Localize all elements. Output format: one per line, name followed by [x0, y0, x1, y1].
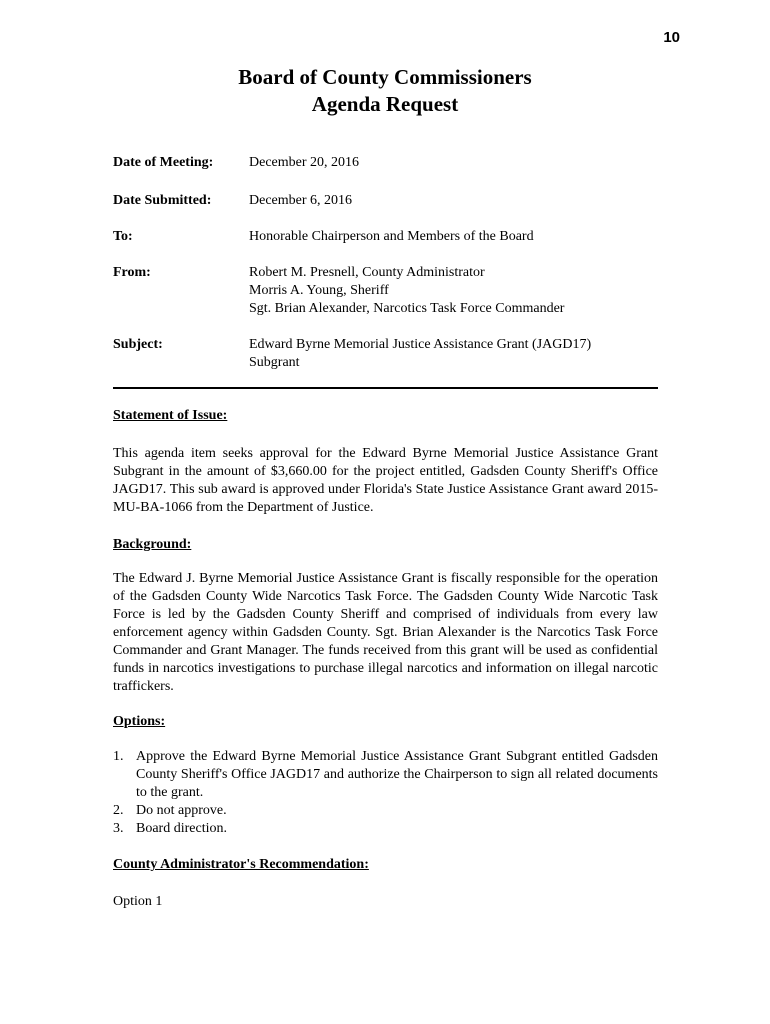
divider — [113, 387, 658, 389]
document-title — [0, 64, 770, 118]
title-line-2: Agenda Request — [311, 92, 459, 116]
page-number: 10 — [663, 29, 680, 46]
field-label: Date Submitted: — [113, 193, 212, 208]
from-line: Morris A. Young, Sheriff — [249, 283, 389, 298]
item-number: 3. — [113, 821, 124, 836]
field-value: Honorable Chairperson and Members of the Board — [249, 229, 534, 244]
background-text: The Edward J. Byrne Memorial Justice Assistance Grant is fiscally responsible for the operation of the Gadsden County Wide Narcotics Task Force. The Gadsden County Wide Narcotic Task Force is led by the Gadsden County Sheriff and comprised of individuals from every law enforcement agency within Gadsden County. Sgt. Brian Alexander is the Narcotics Task Force Commander and Grant Manager. The funds received from this grant will be used as confidential funds in narcotics investigations to purchase illegal narcotics and information on illegal narcotic traffickers. — [113, 571, 658, 694]
list-item — [113, 820, 658, 838]
list-item — [113, 748, 658, 802]
item-text: Board direction. — [136, 821, 227, 836]
subject-line: Edward Byrne Memorial Justice Assistance Grant (JAGD17) — [249, 337, 592, 352]
list-item — [113, 802, 658, 820]
item-text: Approve the Edward Byrne Memorial Justice Assistance Grant Subgrant entitled Gadsden County Sheriff's Office JAGD17 and authorize the Chairperson to sign all related documents to the grant. — [136, 749, 658, 800]
statement-text: This agenda item seeks approval for the Edward Byrne Memorial Justice Assistance Grant Subgrant in the amount of $3,660.00 for the project entitled, Gadsden County Sheriff's Office JAGD17. This sub award is approved under Florida's State Justice Assistance Grant award 2015-MU-BA-1066 from the Department of Justice. — [113, 446, 658, 515]
field-value: December 6, 2016 — [249, 193, 353, 208]
options-heading: Options: — [113, 714, 166, 729]
statement-heading: Statement of Issue: — [113, 408, 228, 423]
from-line: Sgt. Brian Alexander, Narcotics Task Force Commander — [249, 301, 565, 316]
field-value — [249, 264, 658, 318]
field-label: To: — [113, 229, 133, 244]
field-label: From: — [113, 265, 151, 280]
field-value: December 20, 2016 — [249, 155, 360, 170]
field-label: Date of Meeting: — [113, 155, 214, 170]
item-number: 2. — [113, 803, 124, 818]
subject-line: Subgrant — [249, 355, 300, 370]
item-number: 1. — [113, 749, 124, 764]
item-text: Do not approve. — [136, 803, 227, 818]
background-heading: Background: — [113, 537, 192, 552]
options-list — [113, 748, 658, 838]
title-line-1: Board of County Commissioners — [238, 65, 532, 89]
recommendation-text: Option 1 — [113, 894, 163, 909]
from-line: Robert M. Presnell, County Administrator — [249, 265, 485, 280]
field-value — [249, 336, 658, 372]
recommendation-heading: County Administrator's Recommendation: — [113, 857, 369, 872]
field-label: Subject: — [113, 337, 163, 352]
